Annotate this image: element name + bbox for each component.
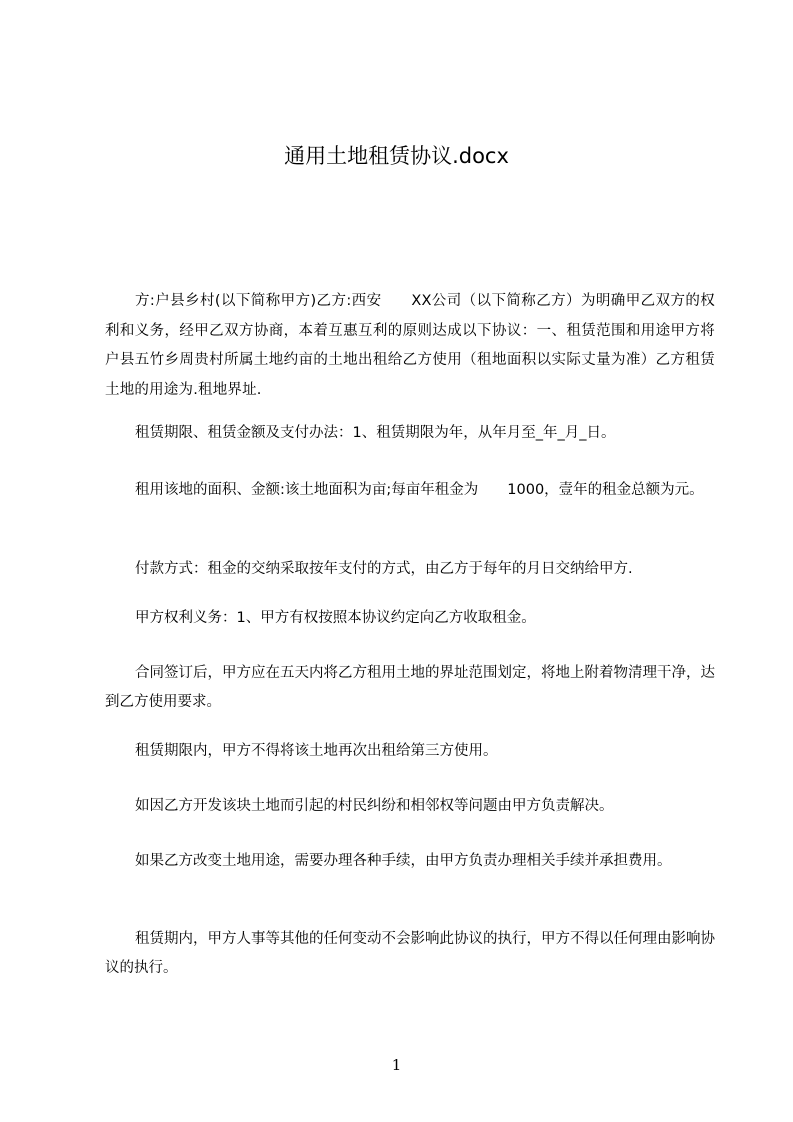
paragraph-dispute-resolution: 如因乙方开发该块土地而引起的村民纠纷和相邻权等问题由甲方负责解决。 — [135, 798, 614, 814]
paragraph-area-and-rent: 租用该地的面积、金额:该土地面积为亩;每亩年租金为 1000，壹年的租金总额为元。 — [135, 482, 704, 498]
paragraph-parties-and-scope: 方:户县乡村(以下简称甲方)乙方:西安 XX公司（以下简称乙方）为明确甲乙双方的权利和义务，经甲乙双方协商，本着互惠互利的原则达成以下协议：一、租赁范围和用途甲方将户县五竹乡周贵村所属土地约亩的土地出租给乙方使用（租地面积以实际丈量为准）乙方租赁土地的用途为.租地界址. — [105, 293, 715, 398]
document-title: 通用土地租赁协议.docx — [284, 144, 509, 168]
paragraph-boundary-clearing: 合同签订后，甲方应在五天内将乙方租用土地的界址范围划定，将地上附着物清理干净，达到乙方使用要求。 — [105, 665, 715, 710]
paragraph-land-use-change: 如果乙方改变土地用途，需要办理各种手续，由甲方负责办理相关手续并承担费用。 — [135, 853, 672, 869]
paragraph-no-sublease: 租赁期限内，甲方不得将该土地再次出租给第三方使用。 — [135, 743, 498, 759]
paragraph-personnel-changes: 租赁期内，甲方人事等其他的任何变动不会影响此协议的执行，甲方不得以任何理由影响协议的执行。 — [105, 931, 715, 976]
paragraph-party-a-rights: 甲方权利义务：1、甲方有权按照本协议约定向乙方收取租金。 — [135, 610, 536, 626]
paragraph-lease-term: 租赁期限、租赁金额及支付办法：1、租赁期限为年，从年月至_年_月_日。 — [135, 425, 616, 441]
paragraph-payment-method: 付款方式：租金的交纳采取按年支付的方式，由乙方于每年的月日交纳给甲方. — [135, 561, 633, 577]
page-number: 1 — [391, 1056, 402, 1074]
